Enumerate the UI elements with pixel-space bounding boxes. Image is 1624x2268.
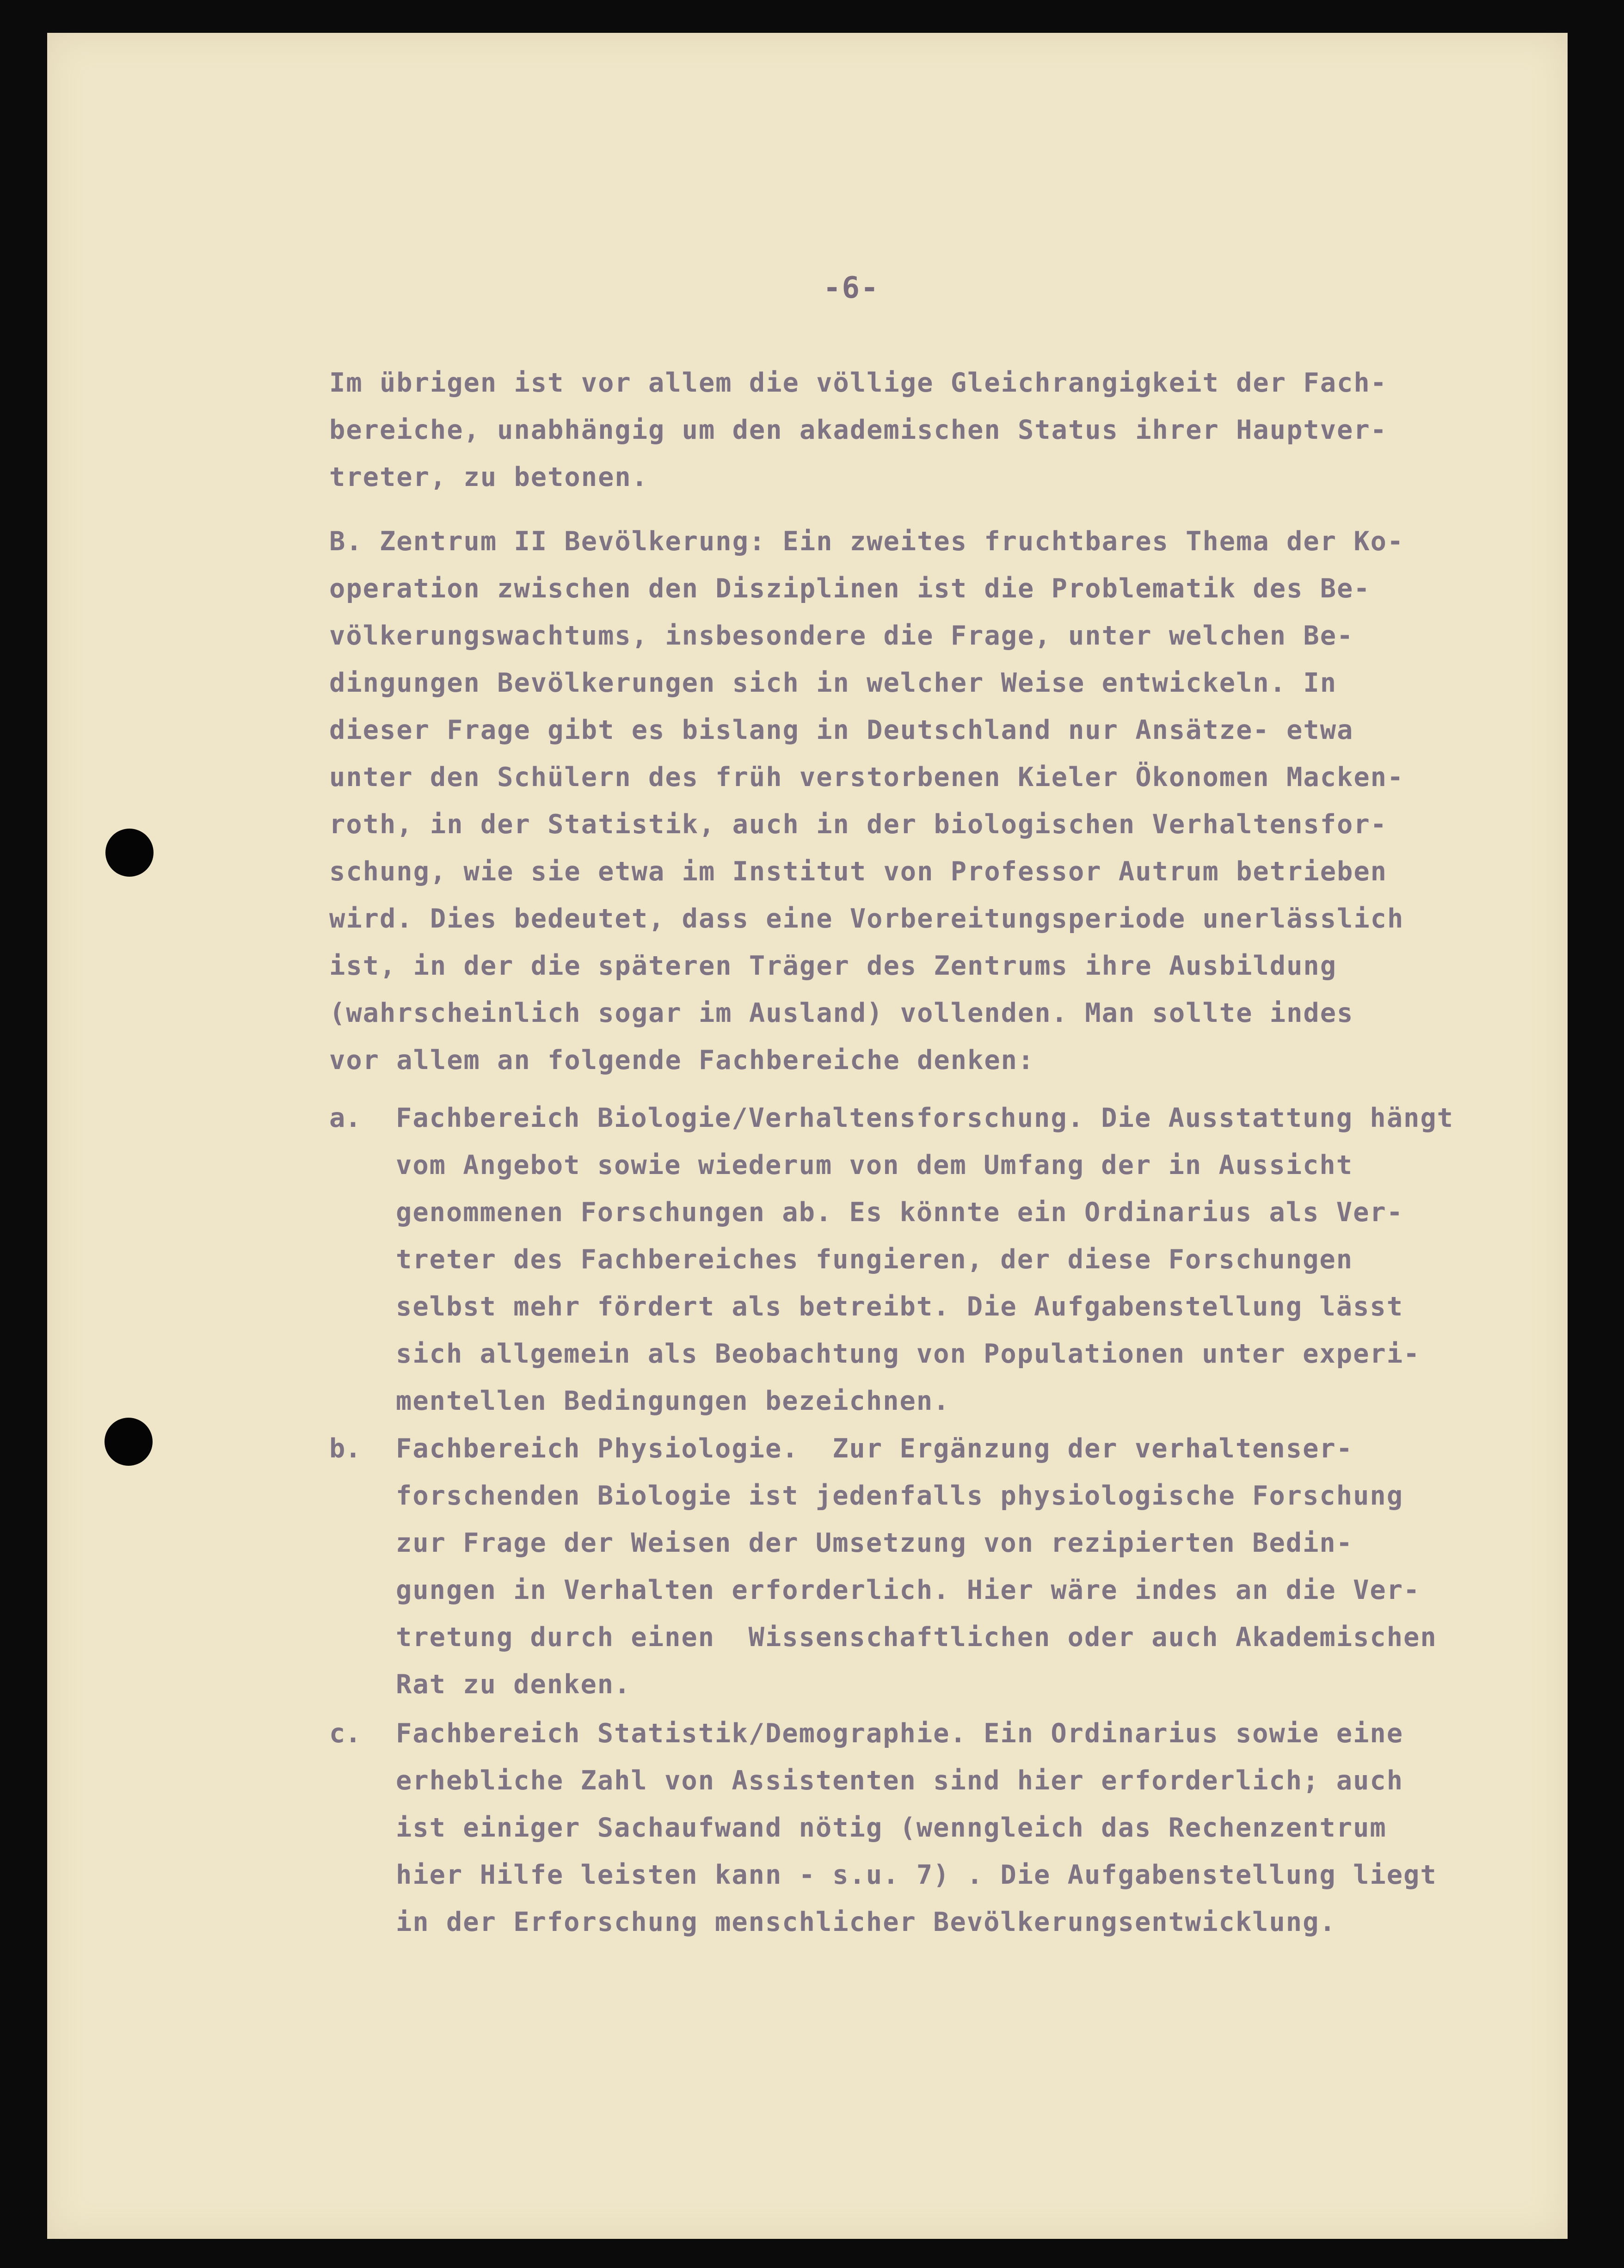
text-line: unter den Schülern des früh verstorbenen Kieler Ökonomen Macken-	[329, 762, 1404, 793]
text-line: mentellen Bedingungen bezeichnen.	[396, 1386, 950, 1416]
text-line: genommenen Forschungen ab. Es könnte ein Ordinarius als Ver-	[396, 1197, 1404, 1228]
list-marker: b.	[329, 1433, 361, 1464]
punch-hole	[105, 829, 154, 877]
text-line: gungen in Verhalten erforderlich. Hier wäre indes an die Ver-	[396, 1575, 1421, 1605]
text-line: Rat zu denken.	[396, 1669, 631, 1700]
text-line: vom Angebot sowie wiederum von dem Umfang der in Aussicht	[396, 1150, 1353, 1180]
text-line: treter des Fachbereiches fungieren, der diese Forschungen	[396, 1244, 1353, 1275]
text-line: bereiche, unabhängig um den akademischen Status ihrer Hauptver-	[329, 415, 1387, 445]
text-line: dingungen Bevölkerungen sich in welcher Weise entwickeln. In	[329, 668, 1337, 698]
list-marker: c.	[329, 1718, 361, 1749]
text-line: Fachbereich Statistik/Demographie. Ein Ordinarius sowie eine	[396, 1718, 1404, 1749]
text-line: erhebliche Zahl von Assistenten sind hier erforderlich; auch	[396, 1765, 1404, 1796]
text-line: in der Erforschung menschlicher Bevölkerungsentwicklung.	[396, 1907, 1336, 1937]
text-line: selbst mehr fördert als betreibt. Die Aufgabenstellung lässt	[396, 1291, 1404, 1322]
list-marker: a.	[329, 1103, 361, 1133]
text-line: treter, zu betonen.	[329, 462, 649, 492]
text-line: Fachbereich Biologie/Verhaltensforschung. Die Ausstattung hängt	[396, 1103, 1454, 1133]
text-line: Im übrigen ist vor allem die völlige Gleichrangigkeit der Fach-	[329, 368, 1387, 398]
text-line: operation zwischen den Disziplinen ist die Problematik des Be-	[329, 573, 1371, 604]
text-line: hier Hilfe leisten kann - s.u. 7) . Die Aufgabenstellung liegt	[396, 1860, 1437, 1890]
text-line: dieser Frage gibt es bislang in Deutschland nur Ansätze- etwa	[329, 715, 1354, 745]
text-line: ist einiger Sachaufwand nötig (wenngleich das Rechenzentrum	[396, 1813, 1387, 1843]
text-line: völkerungswachtums, insbesondere die Frage, unter welchen Be-	[329, 621, 1354, 651]
text-line: vor allem an folgende Fachbereiche denken:	[329, 1045, 1035, 1076]
text-line: (wahrscheinlich sogar im Ausland) vollenden. Man sollte indes	[329, 998, 1354, 1028]
page-number: -6-	[823, 271, 880, 305]
text-line: wird. Dies bedeutet, dass eine Vorbereitungsperiode unerlässlich	[329, 904, 1404, 934]
text-line: roth, in der Statistik, auch in der biologischen Verhaltensfor-	[329, 809, 1387, 840]
text-line: B. Zentrum II Bevölkerung: Ein zweites fruchtbares Thema der Ko-	[329, 526, 1404, 557]
punch-hole	[105, 1418, 153, 1466]
text-line: sich allgemein als Beobachtung von Populationen unter experi-	[396, 1339, 1421, 1369]
text-line: forschenden Biologie ist jedenfalls physiologische Forschung	[396, 1481, 1404, 1511]
text-line: tretung durch einen Wissenschaftlichen oder auch Akademischen	[396, 1622, 1437, 1653]
text-line: schung, wie sie etwa im Institut von Professor Autrum betrieben	[329, 856, 1387, 887]
text-line: ist, in der die späteren Träger des Zentrums ihre Ausbildung	[329, 951, 1337, 981]
text-line: Fachbereich Physiologie. Zur Ergänzung der verhaltenser-	[396, 1433, 1353, 1464]
text-line: zur Frage der Weisen der Umsetzung von rezipierten Bedin-	[396, 1528, 1353, 1558]
